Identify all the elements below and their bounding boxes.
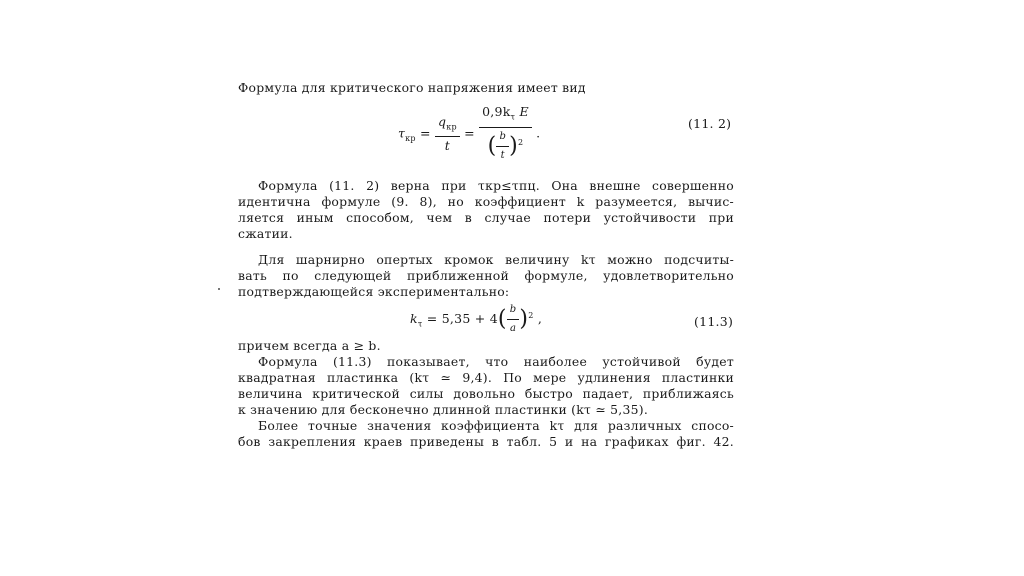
eq1-paren-right: ) — [509, 133, 518, 158]
eq1-tail: . — [536, 125, 541, 141]
eq1-number: (11. 2) — [688, 116, 732, 131]
para3-line-1: причем всегда a ≥ b. — [238, 338, 381, 353]
eq2-power: 2 — [528, 310, 534, 320]
para1-line-4: сжатии. — [238, 226, 293, 241]
para3-line-6: Более точные значения коэффициента kτ для различных спосо- — [258, 418, 734, 433]
eq1-frac2-num-tail: E — [519, 104, 529, 119]
para3-line-2: Формула (11.3) показывает, что наиболее устойчивой будет — [258, 354, 734, 369]
equation-11-2 — [398, 104, 540, 164]
para3-line-3: квадратная пластинка (kτ ≃ 9,4). По мере удлинения пластинки — [238, 370, 734, 385]
eq2-inner-den: a — [509, 323, 517, 334]
equation-11-3 — [410, 302, 542, 337]
para1-line-3: ляется иным способом, чем в случае потери устойчивости при — [238, 210, 734, 225]
eq2-paren-right: ) — [519, 306, 529, 332]
eq1-power: 2 — [517, 137, 524, 147]
eq2-number: (11.3) — [694, 314, 734, 329]
intro-line: Формула для критического напряжения имеет вид — [238, 80, 586, 95]
eq2-lhs: k — [410, 311, 418, 326]
eq1-frac1-den: t — [444, 138, 451, 153]
eq1-frac1-num-sub: кр — [446, 122, 457, 131]
para2-line-1: Для шарнирно опертых кромок величину kτ можно подсчиты- — [258, 252, 734, 267]
eq2-inner-fraction — [507, 302, 520, 337]
eq1-inner-num: b — [496, 129, 509, 147]
eq1-equals-1: = — [420, 125, 431, 141]
eq1-frac2-num: 0,9k — [482, 104, 511, 119]
eq2-rhs-start: = 5,35 + 4 — [426, 311, 498, 326]
eq2-lhs-sub: τ — [417, 319, 423, 329]
scan-speck — [218, 288, 220, 290]
eq2-tail: , — [537, 311, 543, 326]
para3-line-7: бов закрепления краев приведены в табл. 5 и на графиках фиг. 42. — [238, 434, 734, 449]
para1-line-1: Формула (11. 2) верна при τкр≤τпц. Она внешне совершенно — [258, 178, 734, 193]
eq1-paren-left: ( — [487, 133, 497, 158]
para3-line-5: к значению для бесконечно длинной пластинки (kτ ≃ 5,35). — [238, 402, 649, 417]
scanned-page — [238, 70, 738, 460]
eq1-frac2-num-sub: τ — [510, 112, 516, 122]
para3-line-4: величина критической силы довольно быстро падает, приближаясь — [238, 386, 734, 401]
para1-line-2: идентична формуле (9. 8), но коэффициент k разумеется, вычис- — [238, 194, 734, 209]
eq1-inner-fraction — [496, 129, 509, 164]
eq1-frac1-num: q — [438, 113, 447, 129]
eq1-inner-den: t — [500, 149, 505, 161]
eq1-lhs-sub: кр — [405, 133, 416, 143]
eq1-lhs: τ — [398, 125, 406, 141]
eq1-fraction-2 — [479, 104, 532, 164]
eq1-fraction-1 — [435, 114, 460, 155]
eq1-equals-2: = — [464, 125, 475, 141]
eq2-inner-num: b — [507, 302, 520, 320]
eq2-paren-left: ( — [497, 306, 507, 332]
para2-line-2: вать по следующей приближенной формуле, удовлетворительно — [238, 268, 734, 283]
para2-line-3: подтверждающейся экспериментально: — [238, 284, 510, 299]
